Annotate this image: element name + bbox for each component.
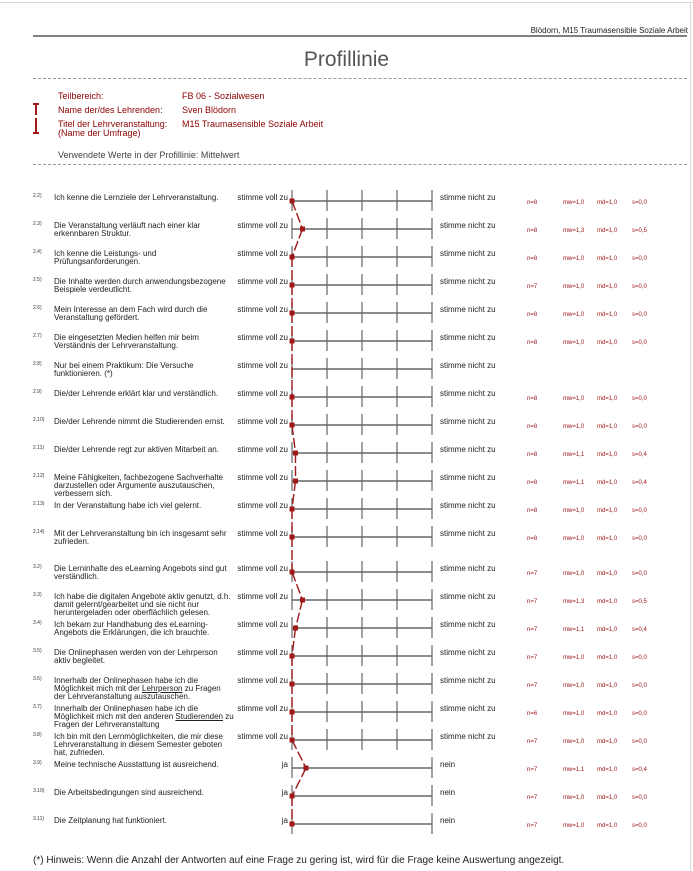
stat-n: n=7: [527, 599, 538, 605]
question-number: 3.3): [33, 592, 42, 598]
question-number: 3.2): [33, 564, 42, 570]
info-value-titel: M15 Traumasensible Soziale Arbeit: [182, 119, 324, 129]
question-number: 2.11): [33, 445, 45, 451]
stat-md: md=1,0: [597, 823, 618, 829]
question-text: Die/der Lehrende erklärt klar und verständlich.: [54, 389, 219, 398]
profile-point: [290, 822, 295, 827]
stat-mw: mw=1,0: [563, 340, 585, 346]
scale-left-label: stimme voll zu: [237, 445, 288, 454]
scale-left-label: stimme voll zu: [237, 389, 288, 398]
scale-right-label: stimme nicht zu: [440, 333, 496, 342]
profile-point: [290, 283, 295, 288]
stat-s: s=0,0: [632, 340, 647, 346]
scale-right-label: stimme nicht zu: [440, 305, 496, 314]
question-text: Die Veranstaltung verläuft nach einer klar erkennbaren Struktur.: [54, 221, 201, 238]
scale-right-label: stimme nicht zu: [440, 417, 496, 426]
question-text: Die Lerninhalte des eLearning Angebots sind gut verständlich.: [54, 564, 227, 581]
profile-line-segment: [292, 201, 303, 229]
profile-point: [293, 451, 298, 456]
question-text: Die/der Lehrende regt zur aktiven Mitarbeit an.: [54, 445, 219, 454]
scale-left-label: stimme voll zu: [237, 473, 288, 482]
stat-n: n=7: [527, 571, 538, 577]
scale-right-label: stimme nicht zu: [440, 648, 496, 657]
scale-left-label: stimme voll zu: [237, 529, 288, 538]
profile-point: [290, 654, 295, 659]
question-number: 2.2): [33, 193, 42, 199]
stat-n: n=8: [527, 340, 538, 346]
question-number: 2.6): [33, 305, 42, 311]
profile-point: [290, 507, 295, 512]
stat-md: md=1,0: [597, 536, 618, 542]
profile-point: [290, 255, 295, 260]
stat-mw: mw=1,0: [563, 823, 585, 829]
stat-s: s=0,0: [632, 739, 647, 745]
stat-md: md=1,0: [597, 480, 618, 486]
stat-s: s=0,0: [632, 823, 647, 829]
question-text: Meine technische Ausstattung ist ausreichend.: [54, 760, 219, 769]
profile-point: [300, 598, 305, 603]
footnote: (*) Hinweis: Wenn die Anzahl der Antworten auf eine Frage zu gering ist, wird für die Frage keine Auswertung angezeigt.: [33, 855, 565, 866]
scale-right-label: stimme nicht zu: [440, 277, 496, 286]
question-text: Die/der Lehrende nimmt die Studierenden ernst.: [54, 417, 225, 426]
stat-n: n=8: [527, 536, 538, 542]
stat-md: md=1,0: [597, 312, 618, 318]
stat-mw: mw=1,0: [563, 312, 585, 318]
scale-left-label: stimme voll zu: [237, 676, 288, 685]
question-text: Mit der Lehrveranstaltung bin ich insgesamt sehr zufrieden.: [54, 529, 227, 546]
scale-left-label: stimme voll zu: [237, 704, 288, 713]
stat-md: md=1,0: [597, 508, 618, 514]
question-number: 2.9): [33, 389, 42, 395]
question-number: 2.12): [33, 473, 45, 479]
stat-s: s=0,0: [632, 571, 647, 577]
scale-left-label: stimme voll zu: [237, 501, 288, 510]
scale-left-label: stimme voll zu: [237, 417, 288, 426]
stat-n: n=7: [527, 739, 538, 745]
question-text: Die Onlinephasen werden von der Lehrperson aktiv begleitet.: [54, 648, 218, 665]
stat-mw: mw=1,0: [563, 571, 585, 577]
question-text: Mein Interesse an dem Fach wird durch die Veranstaltung gefördert.: [54, 305, 208, 322]
stat-mw: mw=1,0: [563, 536, 585, 542]
scale-left-label: stimme voll zu: [237, 333, 288, 342]
scale-right-label: nein: [440, 788, 456, 797]
profile-point: [290, 395, 295, 400]
stat-s: s=0,5: [632, 599, 647, 605]
stat-mw: mw=1,0: [563, 256, 585, 262]
profile-line-segment: [296, 600, 303, 628]
stat-s: s=0,0: [632, 683, 647, 689]
scale-right-label: stimme nicht zu: [440, 564, 496, 573]
stat-n: n=7: [527, 284, 538, 290]
scale-right-label: stimme nicht zu: [440, 620, 496, 629]
stat-mw: mw=1,0: [563, 508, 585, 514]
question-text: Die eingesetzten Medien helfen mir beim Verständnis der Lehrveranstaltung.: [54, 333, 199, 350]
stat-md: md=1,0: [597, 655, 618, 661]
profile-point: [293, 626, 298, 631]
scale-left-label: stimme voll zu: [237, 193, 288, 202]
scale-left-label: stimme voll zu: [237, 564, 288, 573]
question-number: 2.14): [33, 529, 45, 535]
profile-line-segment: [292, 572, 303, 600]
profile-point: [290, 710, 295, 715]
info-value-teilbereich: FB 06 - Sozialwesen: [182, 91, 265, 101]
info-label-teilbereich: Teilbereich:: [58, 91, 104, 101]
stat-n: n=8: [527, 508, 538, 514]
stat-mw: mw=1,0: [563, 655, 585, 661]
stat-md: md=1,0: [597, 340, 618, 346]
stat-md: md=1,0: [597, 228, 618, 234]
info-value-lehrende: Sven Blödorn: [182, 105, 237, 115]
scale-left-label: stimme voll zu: [237, 277, 288, 286]
stat-s: s=0,0: [632, 200, 647, 206]
question-text: Ich bin mit den Lernmöglichkeiten, die mir diese Lehrveranstaltung in diesem Semester geboten hat, zufrieden.: [54, 732, 223, 757]
stat-s: s=0,0: [632, 424, 647, 430]
profile-line-segment: [292, 229, 303, 257]
stat-s: s=0,0: [632, 256, 647, 262]
scale-right-label: stimme nicht zu: [440, 676, 496, 685]
profile-point: [290, 311, 295, 316]
question-number: 3.5): [33, 648, 42, 654]
stat-s: s=0,0: [632, 396, 647, 402]
scale-left-label: stimme voll zu: [237, 361, 288, 370]
stat-mw: mw=1,3: [563, 599, 585, 605]
question-number: 3.6): [33, 676, 42, 682]
stat-n: n=7: [527, 683, 538, 689]
stat-n: n=7: [527, 627, 538, 633]
profile-point: [290, 738, 295, 743]
stat-md: md=1,0: [597, 795, 618, 801]
stat-mw: mw=1,0: [563, 795, 585, 801]
stat-n: n=8: [527, 396, 538, 402]
stat-s: s=0,4: [632, 767, 647, 773]
profile-point: [293, 479, 298, 484]
running-header: Blödorn, M15 Traumasensible Soziale Arbeit: [530, 26, 688, 35]
question-number: 3.9): [33, 760, 42, 766]
stat-s: s=0,0: [632, 284, 647, 290]
stat-s: s=0,0: [632, 312, 647, 318]
stat-n: n=8: [527, 480, 538, 486]
question-text: Die Zeitplanung hat funktioniert.: [54, 816, 167, 825]
scale-right-label: stimme nicht zu: [440, 193, 496, 202]
stat-md: md=1,0: [597, 599, 618, 605]
stat-md: md=1,0: [597, 767, 618, 773]
stat-s: s=0,0: [632, 508, 647, 514]
stat-mw: mw=1,0: [563, 284, 585, 290]
profile-point: [290, 794, 295, 799]
profile-point: [290, 199, 295, 204]
question-number: 3.4): [33, 620, 42, 626]
scale-left-label: ja: [281, 760, 288, 769]
stat-mw: mw=1,0: [563, 200, 585, 206]
stat-n: n=8: [527, 256, 538, 262]
page-title: Profillinie: [303, 48, 390, 71]
question-text: Nur bei einem Praktikum: Die Versuche funktionieren. (*): [54, 361, 194, 378]
scale-left-label: stimme voll zu: [237, 249, 288, 258]
profile-line-segment: [292, 740, 306, 768]
stat-n: n=8: [527, 228, 538, 234]
question-number: 2.10): [33, 417, 45, 423]
stat-mw: mw=1,0: [563, 711, 585, 717]
info-label-umfrage: (Name der Umfrage): [58, 128, 141, 138]
stat-s: s=0,0: [632, 711, 647, 717]
question-number: 2.5): [33, 277, 42, 283]
stat-n: n=7: [527, 823, 538, 829]
stat-mw: mw=1,0: [563, 424, 585, 430]
stat-md: md=1,0: [597, 739, 618, 745]
stat-n: n=8: [527, 312, 538, 318]
scale-right-label: stimme nicht zu: [440, 221, 496, 230]
question-text: Innerhalb der Onlinephasen habe ich die Möglichkeit mich mit den anderen Studierenden zu Fragen der Lehrveranstaltung: [54, 704, 234, 729]
scale-right-label: stimme nicht zu: [440, 389, 496, 398]
stat-n: n=8: [527, 452, 538, 458]
question-text: Ich kenne die Lernziele der Lehrveranstaltung.: [54, 193, 219, 202]
stat-s: s=0,0: [632, 795, 647, 801]
scale-right-label: stimme nicht zu: [440, 361, 496, 370]
question-text: Innerhalb der Onlinephasen habe ich die Möglichkeit mich mit der Lehrperson zu Fragen der Lehrveranstaltung auszutauschen.: [54, 676, 221, 701]
stat-md: md=1,0: [597, 200, 618, 206]
profile-point: [290, 339, 295, 344]
scale-right-label: stimme nicht zu: [440, 249, 496, 258]
scale-right-label: stimme nicht zu: [440, 732, 496, 741]
profile-point: [290, 423, 295, 428]
info-label-lehrende: Name der/des Lehrenden:: [58, 105, 163, 115]
stat-mw: mw=1,1: [563, 480, 585, 486]
stat-mw: mw=1,0: [563, 683, 585, 689]
scale-left-label: stimme voll zu: [237, 620, 288, 629]
scale-left-label: stimme voll zu: [237, 221, 288, 230]
values-used-note: Verwendete Werte in der Profillinie: Mittelwert: [58, 150, 240, 160]
question-number: 2.13): [33, 501, 45, 507]
scale-right-label: stimme nicht zu: [440, 473, 496, 482]
question-number: 3.11): [33, 816, 45, 822]
profile-point: [300, 227, 305, 232]
stat-md: md=1,0: [597, 571, 618, 577]
question-text: Ich bekam zur Handhabung des eLearning-Angebots die Erklärungen, die ich brauchte.: [54, 620, 210, 637]
question-number: 2.4): [33, 249, 42, 255]
scale-right-label: stimme nicht zu: [440, 529, 496, 538]
question-text: Die Inhalte werden durch anwendungsbezogene Beispiele verdeutlicht.: [54, 277, 226, 294]
stat-md: md=1,0: [597, 424, 618, 430]
stat-md: md=1,0: [597, 256, 618, 262]
scale-right-label: stimme nicht zu: [440, 445, 496, 454]
scale-right-label: stimme nicht zu: [440, 501, 496, 510]
stat-s: s=0,0: [632, 655, 647, 661]
stat-n: n=7: [527, 795, 538, 801]
stat-n: n=7: [527, 655, 538, 661]
profile-line-segment: [292, 768, 306, 796]
question-text: Die Arbeitsbedingungen sind ausreichend.: [54, 788, 204, 797]
stat-mw: mw=1,1: [563, 767, 585, 773]
stat-n: n=7: [527, 767, 538, 773]
scale-left-label: stimme voll zu: [237, 732, 288, 741]
stat-s: s=0,5: [632, 228, 647, 234]
scale-left-label: stimme voll zu: [237, 592, 288, 601]
scale-left-label: stimme voll zu: [237, 648, 288, 657]
stat-md: md=1,0: [597, 683, 618, 689]
scale-right-label: nein: [440, 760, 456, 769]
scale-right-label: stimme nicht zu: [440, 592, 496, 601]
stat-s: s=0,0: [632, 536, 647, 542]
question-number: 3.10): [33, 788, 45, 794]
stat-s: s=0,4: [632, 627, 647, 633]
question-text: In der Veranstaltung habe ich viel gelernt.: [54, 501, 202, 510]
stat-s: s=0,4: [632, 480, 647, 486]
profile-point: [304, 766, 309, 771]
scale-right-label: stimme nicht zu: [440, 704, 496, 713]
question-number: 3.7): [33, 704, 42, 710]
stat-md: md=1,0: [597, 452, 618, 458]
stat-n: n=8: [527, 424, 538, 430]
question-number: 2.3): [33, 221, 42, 227]
stat-md: md=1,0: [597, 627, 618, 633]
profile-point: [290, 570, 295, 575]
scale-left-label: stimme voll zu: [237, 305, 288, 314]
question-number: 2.8): [33, 361, 42, 367]
stat-n: n=6: [527, 711, 538, 717]
question-text: Ich kenne die Leistungs- und Prüfungsanforderungen.: [54, 249, 157, 266]
stat-mw: mw=1,1: [563, 627, 585, 633]
info-label-titel: Titel der Lehrveranstaltung:: [58, 119, 168, 129]
stat-mw: mw=1,1: [563, 452, 585, 458]
scale-left-label: ja: [281, 788, 288, 797]
question-text: Ich habe die digitalen Angebote aktiv genutzt, d.h. damit gelernt/gearbeitet und sie nicht nur heruntergeladen oder oberflächlich gelesen.: [54, 592, 231, 617]
question-number: 3.8): [33, 732, 42, 738]
question-text: Meine Fähigkeiten, fachbezogene Sachverhalte darzustellen oder Argumente auszutauschen, verbessern sich.: [54, 473, 223, 498]
stat-mw: mw=1,3: [563, 228, 585, 234]
profile-point: [290, 535, 295, 540]
question-number: 2.7): [33, 333, 42, 339]
profile-point: [290, 682, 295, 687]
stat-md: md=1,0: [597, 284, 618, 290]
stat-md: md=1,0: [597, 396, 618, 402]
stat-mw: mw=1,0: [563, 396, 585, 402]
stat-md: md=1,0: [597, 711, 618, 717]
stat-n: n=8: [527, 200, 538, 206]
scale-left-label: ja: [281, 816, 288, 825]
stat-mw: mw=1,0: [563, 739, 585, 745]
scale-right-label: nein: [440, 816, 456, 825]
stat-s: s=0,4: [632, 452, 647, 458]
